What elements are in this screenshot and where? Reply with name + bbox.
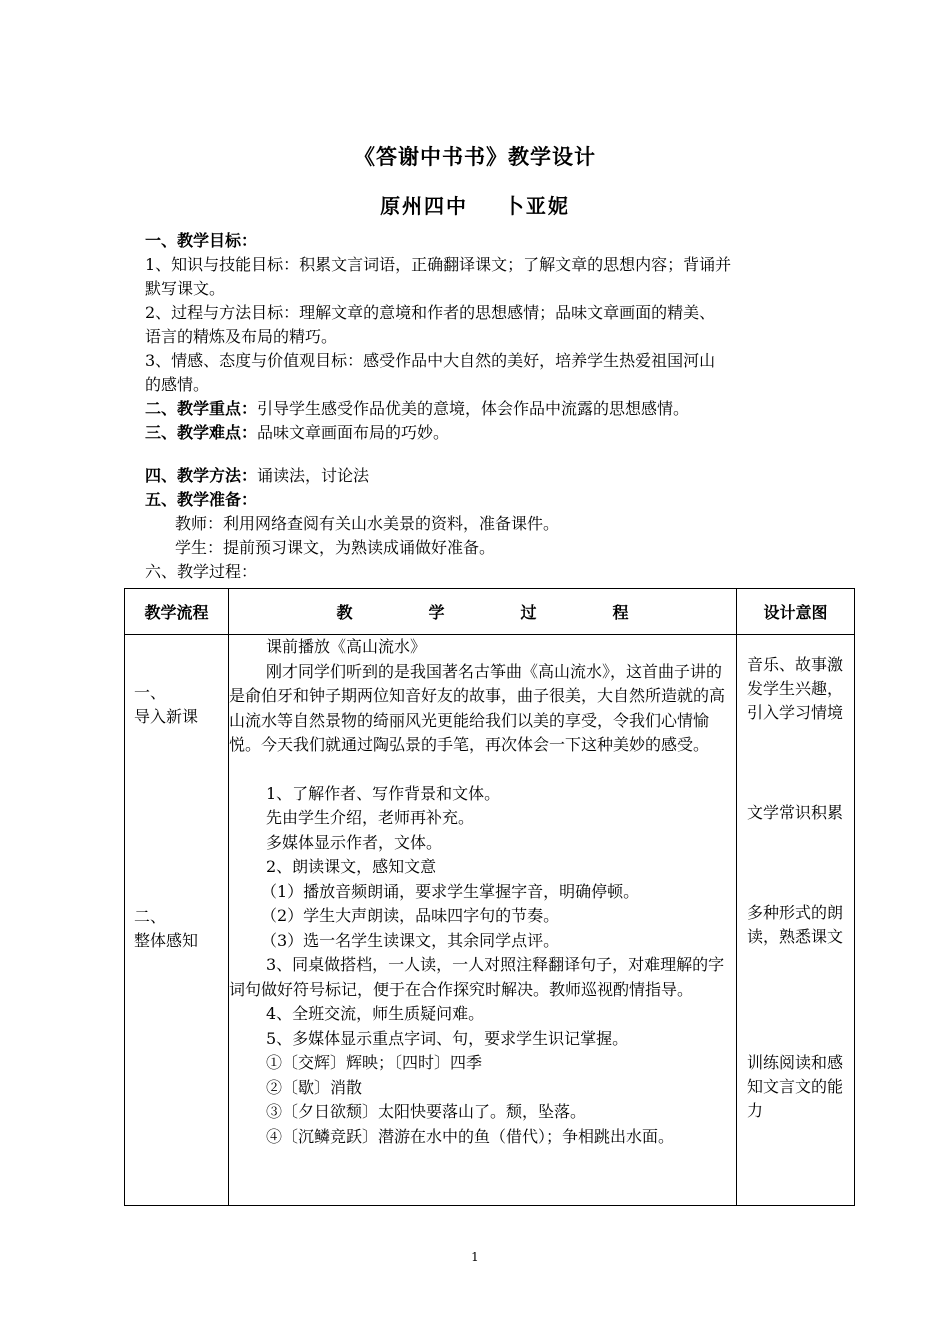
teaching-method [145,464,810,488]
prep-heading: 五、教学准备： [145,490,258,509]
table-row [125,635,855,1206]
process-line: ②〔歇〕消散 [266,1077,363,1097]
method-label: 四、教学方法： [145,466,258,485]
stage-2-num: 二、 [134,907,167,926]
difficulty-label: 三、教学难点： [145,423,258,442]
document-title: 《答谢中书书》教学设计 [354,145,596,169]
process-line: 5、多媒体显示重点字词、句，要求学生识记掌握。 [266,1028,629,1048]
process-line: （3）选一名学生读课文，其余同学点评。 [261,930,560,950]
process-heading: 六、教学过程： [145,562,258,581]
process-line: 课前播放《高山流水》 [266,637,427,656]
process-table [124,588,855,1206]
intent-1: 音乐、故事激发学生兴趣，引入学习情境 [747,655,844,722]
process-line: ①〔交辉〕辉映；〔四时〕四季 [266,1053,483,1072]
process-line: 4、全班交流，师生质疑问难。 [266,1004,485,1023]
process-line: （1）播放音频朗诵，要求学生掌握字音，明确停顿。 [261,881,640,901]
stage-2-name: 整体感知 [134,931,199,950]
goal2-line1: 2、过程与方法目标：理解文章的意境和作者的思想感情；品味文章画面的精美、 [145,303,716,322]
process-line: 先由学生介绍，老师再补充。 [266,808,475,827]
intent-4: 训练阅读和感知文言文的能力 [747,1053,844,1120]
col-header-flow: 教学流程 [125,589,229,635]
page-number: 1 [471,1250,479,1264]
col-header-char: 过 [520,603,537,622]
focus-label: 二、教学重点： [145,399,258,418]
process-line: 2、朗读课文，感知文意 [266,857,437,876]
difficulty-text: 品味文章画面布局的巧妙。 [257,423,450,442]
col-header-char: 教 [336,603,353,622]
intent-2: 文学常识积累 [747,803,844,822]
stage-1 [134,681,198,729]
table-header-row [125,589,855,635]
process-line: （2）学生大声朗读，品味四字句的节奏。 [261,906,560,925]
goals-heading: 一、教学目标： [145,231,258,250]
goal3-line1: 3、情感、态度与价值观目标：感受作品中大自然的美好，培养学生热爱祖国河山 [145,351,716,370]
intent-3: 多种形式的朗读，熟悉课文 [747,903,844,946]
stage-cell [125,635,229,1206]
col-header-char: 程 [612,603,629,622]
goal2-line2: 语言的精炼及布局的精巧。 [145,327,338,346]
process-line: ③〔夕日欲颓〕太阳快要落山了。颓，坠落。 [266,1102,587,1121]
intent-cell [737,635,855,1206]
methods-section [145,464,810,584]
focus-text: 引导学生感受作品优美的意境，体会作品中流露的思想感情。 [257,399,690,418]
process-line: ④〔沉鳞竞跃〕潜游在水中的鱼（借代）；争相跳出水面。 [266,1126,675,1146]
process-cell [229,635,737,1206]
prep-student: 学生：提前预习课文，为熟读成诵做好准备。 [175,538,496,557]
prep-teacher: 教师：利用网络查阅有关山水美景的资料，准备课件。 [175,514,560,533]
col-header-process [229,589,737,635]
stage-2 [134,905,198,953]
teaching-focus [145,397,810,421]
goal1-line2: 默写课文。 [145,279,226,298]
col-header-char: 学 [428,603,445,622]
author-line: 原州四中 卜亚妮 [380,194,570,218]
teaching-difficulty [145,421,810,445]
stage-1-name: 导入新课 [134,707,199,726]
process-line: 1、了解作者、写作背景和文体。 [266,783,501,803]
method-text: 诵读法，讨论法 [257,466,370,485]
goal1-line1: 1、知识与技能目标：积累文言词语，正确翻译课文；了解文章的思想内容；背诵并 [145,255,732,274]
process-paragraph: 3、同桌做搭档，一人读，一人对照注释翻译句子，对难理解的字词句做好符号标记，便于在合作探究时解决。教师巡视酌情指导。 [229,955,725,999]
process-paragraph: 刚才同学们听到的是我国著名古筝曲《高山流水》，这首曲子讲的是俞伯牙和钟子期两位知音好友的故事，曲子很美，大自然所造就的高山流水等自然景物的绮丽风光更能给我们以美的享受，令我们心情愉悦。今天我们就通过陶弘景的手笔，再次体会一下这种美妙的感受。 [229,661,726,754]
process-line: 多媒体显示作者，文体。 [266,832,443,852]
col-header-intent: 设计意图 [737,589,855,635]
objectives-section [145,229,810,445]
stage-1-num: 一、 [134,683,167,702]
goal3-line2: 的感情。 [145,375,210,394]
